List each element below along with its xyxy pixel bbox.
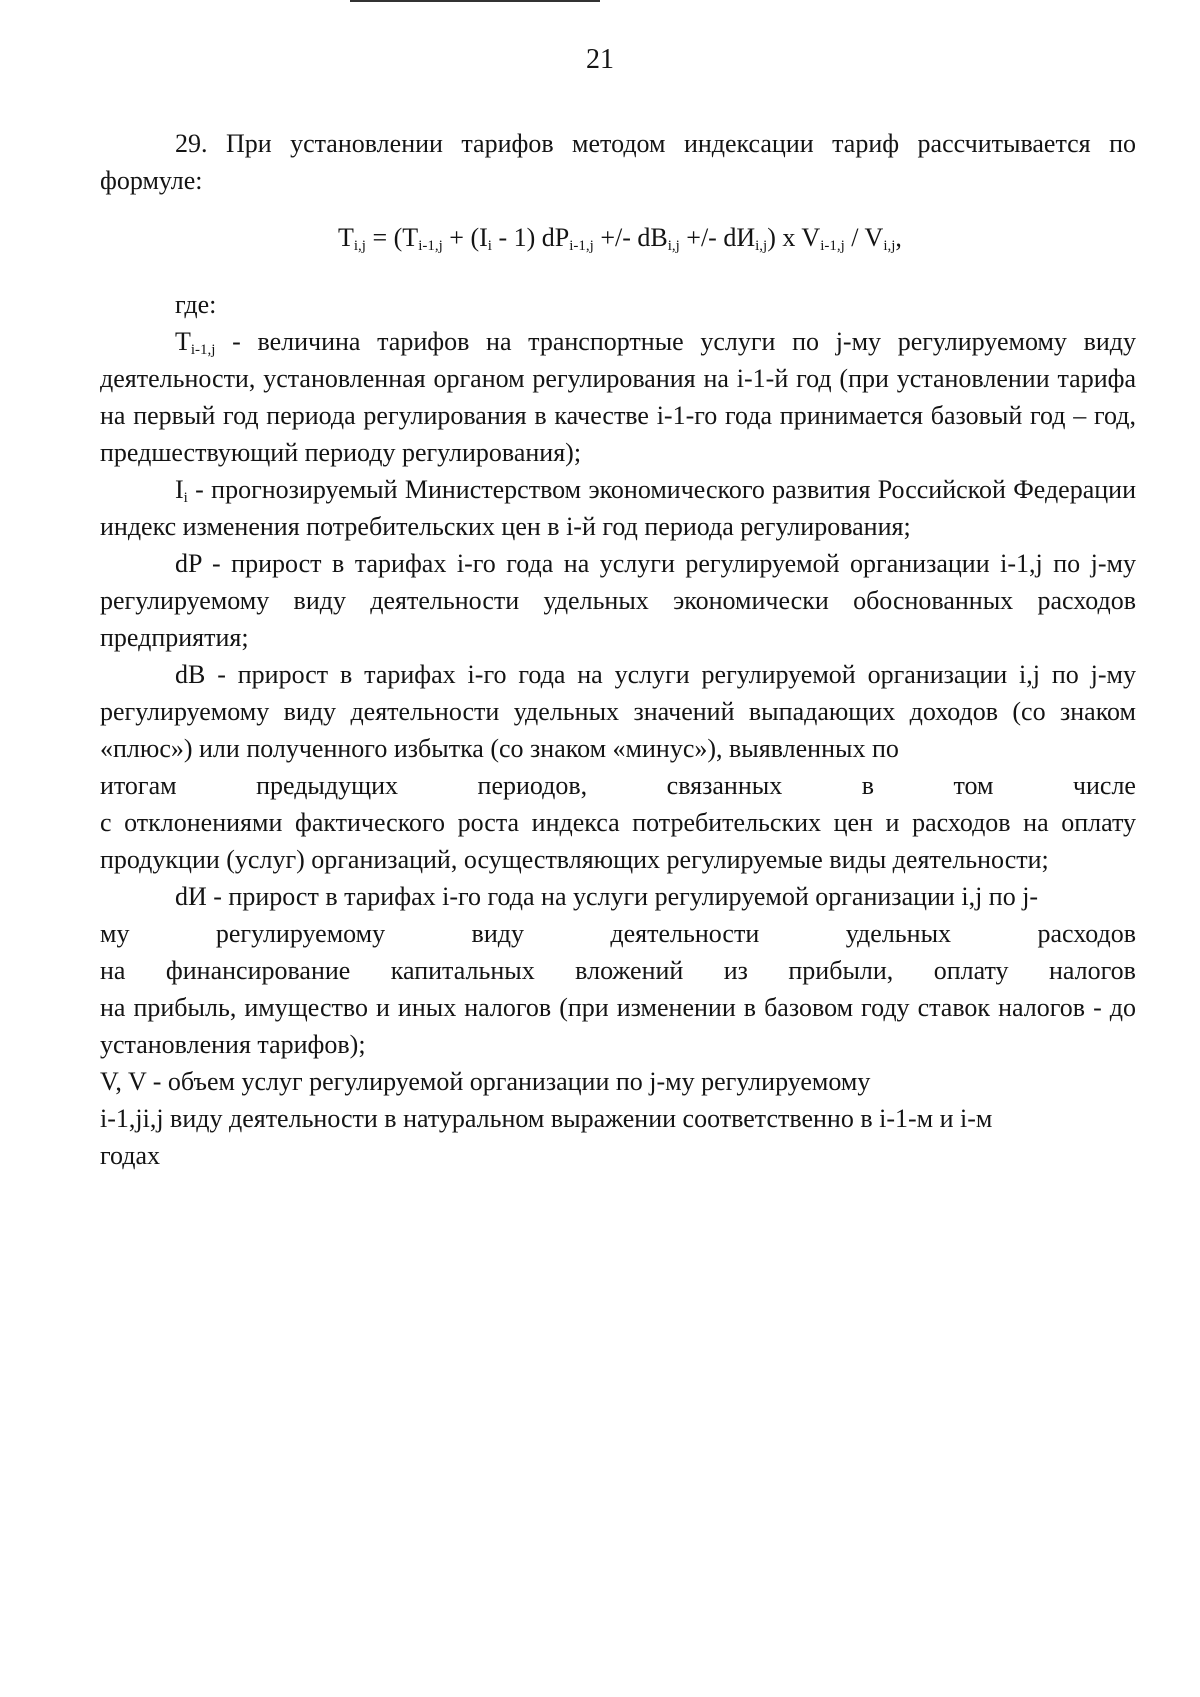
spread-word: деятельности	[610, 919, 760, 948]
spread-word: связанных	[666, 771, 783, 800]
spread-word: числе	[1072, 771, 1136, 800]
where-label: где:	[175, 290, 217, 319]
spread-word: предыдущих	[256, 771, 399, 800]
formula-part: = (T	[365, 223, 419, 252]
spread-word: му	[100, 919, 130, 948]
definition-v-line1: V, V - объем услуг регулируемой организации по j-му регулируемому	[100, 1067, 871, 1096]
spread-word: том	[953, 771, 994, 800]
definition-index-i	[100, 471, 1136, 545]
definition-symbol: T	[175, 327, 191, 356]
document-body	[100, 125, 1136, 1174]
formula-part: ,	[895, 223, 902, 252]
formula-subscript: i,j	[667, 238, 680, 254]
formula-part: +/- dB	[593, 223, 668, 252]
spread-word: регулируемому	[215, 919, 386, 948]
definition-text: - прогнозируемый Министерством экономического развития Российской Федерации индекс изменения потребительских цен в i-й год периода регулирования;	[100, 475, 1136, 541]
formula-part: / V	[844, 223, 884, 252]
definition-db-part1: dB - прирост в тарифах i-го года на услуги регулируемой организации i,j по j-му регулируемому виду деятельности удельных значений выпадающих доходов (со знаком «плюс») или полученного избытка (со знаком «минус»), выявленных по	[100, 660, 1136, 763]
definition-v	[100, 1063, 1136, 1174]
spread-word: периодов,	[477, 771, 588, 800]
definition-di	[100, 878, 1136, 1063]
definition-di-line1: dИ - прирост в тарифах i-го года на услуги регулируемой организации i,j по j-	[175, 882, 1039, 911]
tariff-formula	[338, 219, 1136, 256]
formula-part: + (I	[442, 223, 488, 252]
formula-part: ) x V	[767, 223, 821, 252]
definition-db-spread-line	[100, 767, 1136, 804]
formula-subscript: i,j	[353, 238, 366, 254]
definition-dp: dP - прирост в тарифах i-го года на услуги регулируемой организации i-1,j по j-му регулируемому виду деятельности удельных экономически обоснованных расходов предприятия;	[100, 549, 1136, 652]
definition-symbol: I	[175, 475, 184, 504]
formula-subscript: i,j	[883, 238, 896, 254]
definition-di-spread-line-1	[100, 915, 1136, 952]
spread-word: на	[100, 956, 126, 985]
page-number: 21	[586, 44, 614, 75]
spread-word: финансирование	[165, 956, 351, 985]
spread-word: капитальных	[390, 956, 535, 985]
definition-t-prev	[100, 323, 1136, 471]
formula-subscript: i-1,j	[569, 238, 594, 254]
definition-db-part2: с отклонениями фактического роста индекса потребительских цен и расходов на оплату продукции (услуг) организаций, осуществляющих регулируемые виды деятельности;	[100, 808, 1136, 874]
formula-subscript: i	[487, 238, 492, 254]
spread-word: оплату	[933, 956, 1009, 985]
definition-subscript: i	[183, 490, 188, 506]
definition-v-line2: i-1,ji,j виду деятельности в натуральном выражении соответственно в i-1-м и i-м	[100, 1104, 993, 1133]
definition-subscript: i-1,j	[190, 342, 216, 358]
formula-subscript: i-1,j	[820, 238, 845, 254]
spread-word: расходов	[1037, 919, 1136, 948]
spread-word: вложений	[575, 956, 684, 985]
formula-part: - 1) dP	[491, 223, 570, 252]
item-29-intro: 29. При установлении тарифов методом индексации тариф рассчитывается по формуле:	[100, 129, 1136, 195]
spread-word: налогов	[1048, 956, 1136, 985]
definition-di-spread-line-2	[100, 952, 1136, 989]
formula-part: T	[338, 223, 354, 252]
formula-subscript: i,j	[755, 238, 768, 254]
spread-word: виду	[471, 919, 524, 948]
definition-text: - величина тарифов на транспортные услуги по j-му регулируемому виду деятельности, установленная органом регулирования на i-1-й год (при установлении тарифа на первый год периода регулирования в качестве i-1-го года принимается базовый год – год, предшествующий периоду регулирования);	[100, 327, 1136, 467]
spread-word: из	[723, 956, 748, 985]
definition-di-part2: на прибыль, имущество и иных налогов (при изменении в базовом году ставок налогов - до установления тарифов);	[100, 993, 1136, 1059]
spread-word: удельных	[845, 919, 952, 948]
spread-word: прибыли,	[788, 956, 894, 985]
definition-db	[100, 656, 1136, 878]
spread-word: в	[861, 771, 874, 800]
formula-subscript: i-1,j	[418, 238, 443, 254]
top-rule	[350, 0, 600, 2]
definition-v-line3: годах	[100, 1141, 161, 1170]
spread-word: итогам	[100, 771, 177, 800]
formula-part: +/- dИ	[679, 223, 756, 252]
